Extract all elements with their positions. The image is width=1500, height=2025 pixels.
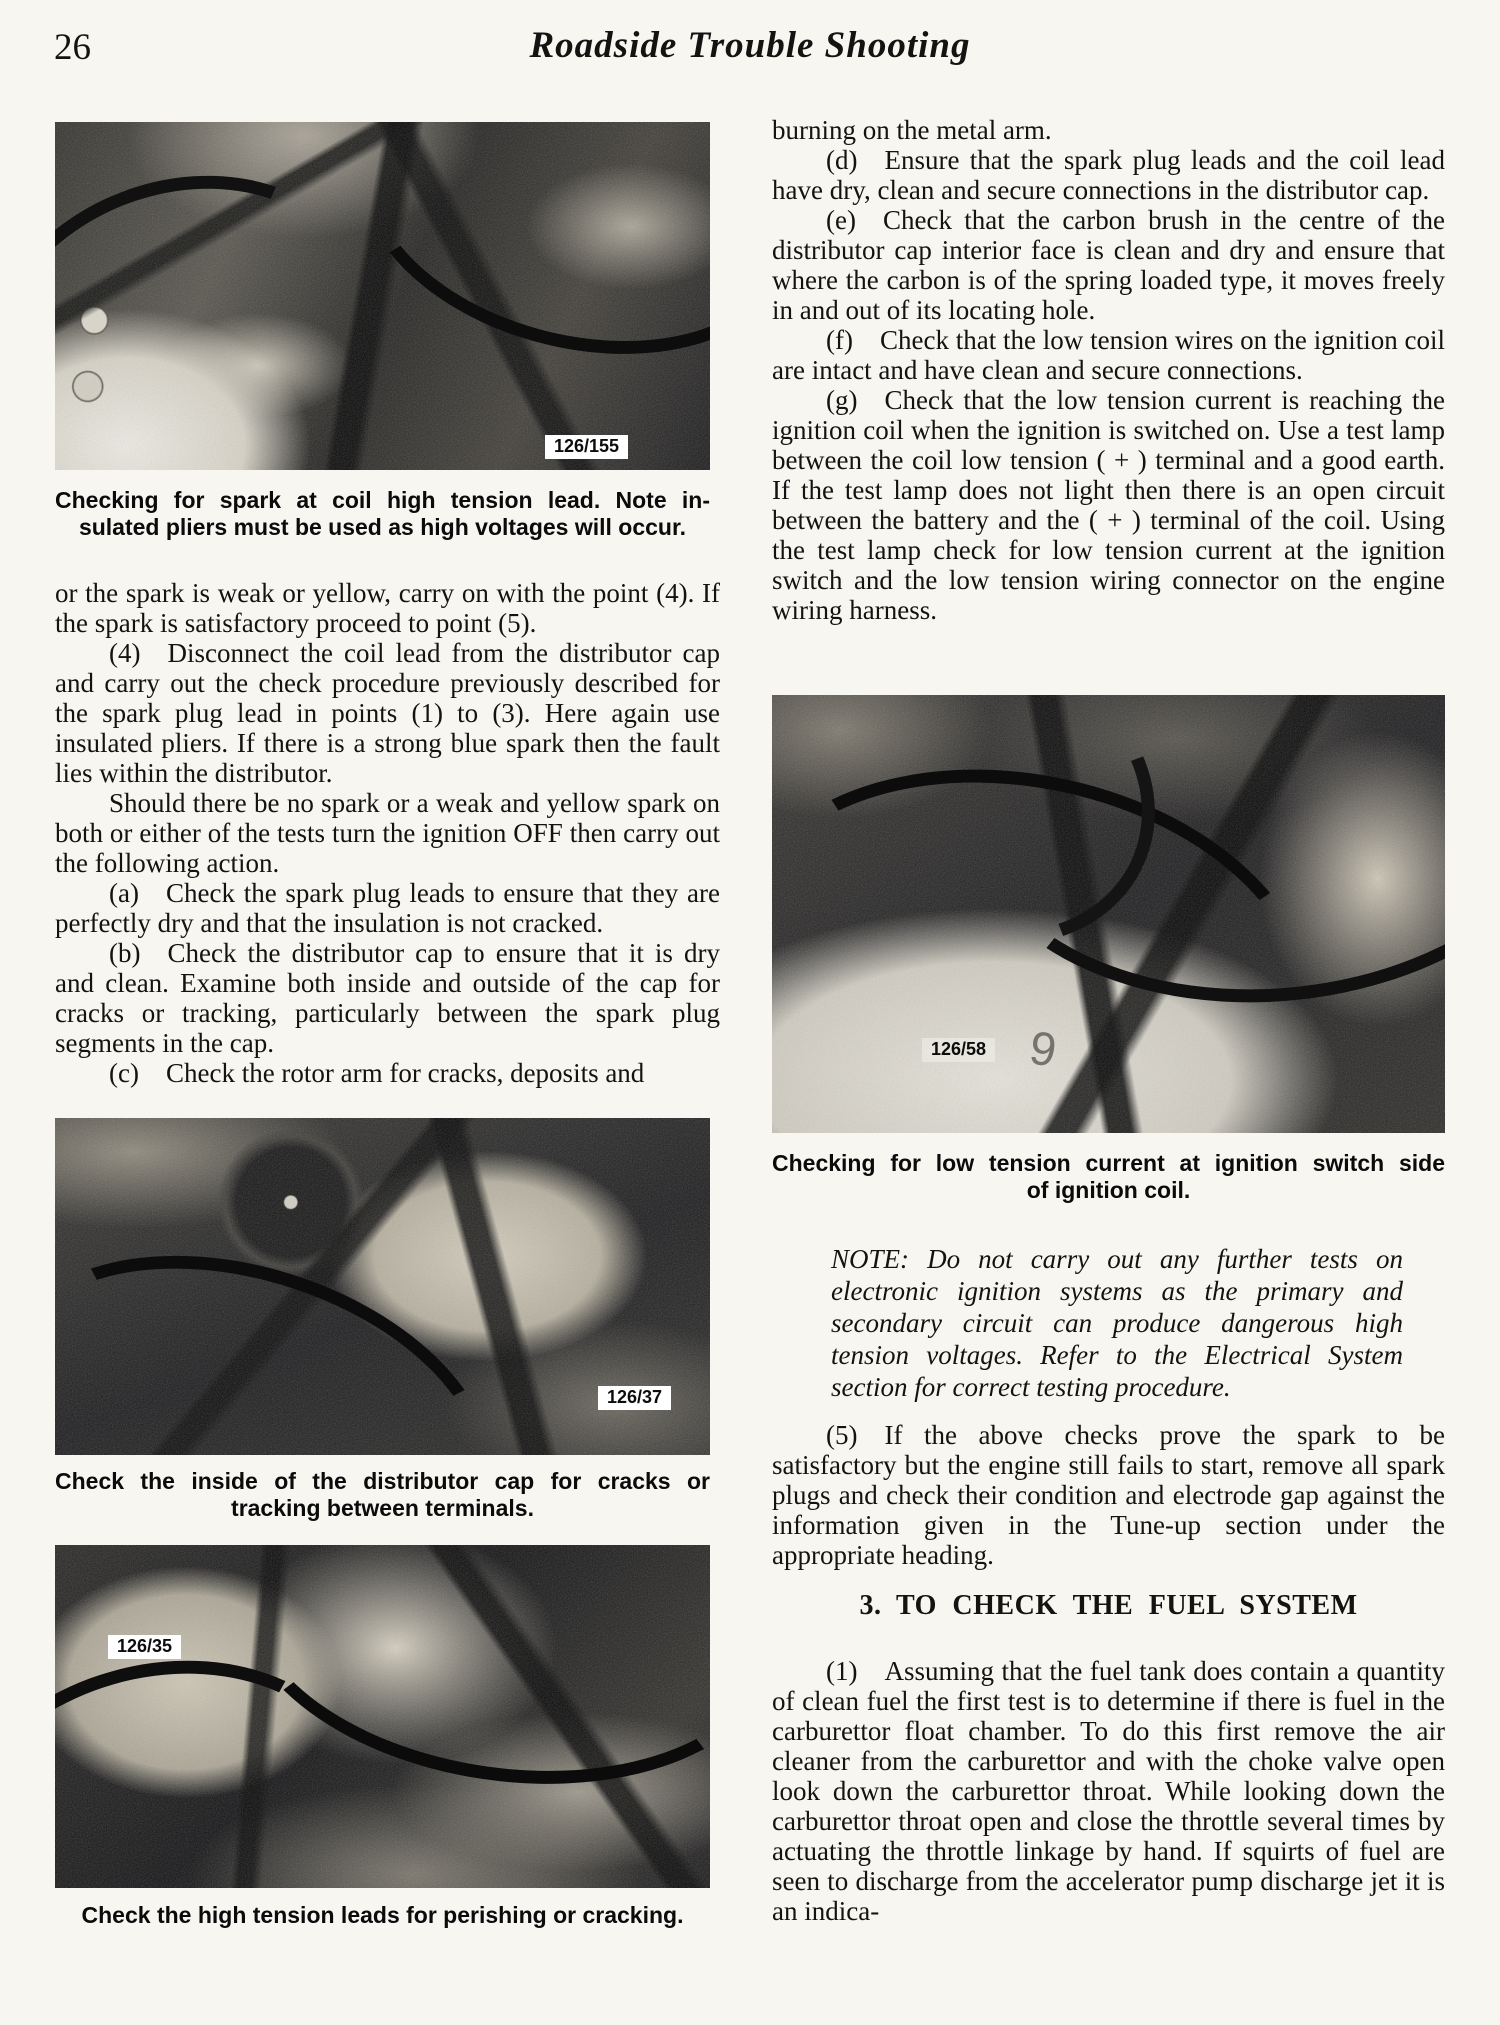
paragraph: (g) Check that the low tension current is reaching the ignition coil when the ignition is switched on. Use a test lamp between the coil low tension ( + ) terminal and a good earth. If the test lamp does not light then there is an open circuit between the battery and the ( + ) terminal of the coil. Using the test lamp check for low tension current at the ignition switch and the low tension wiring connector on the engine wiring harness. <box>772 385 1445 625</box>
photo-ref-label: 126/37 <box>598 1386 671 1410</box>
photo-ref-label: 126/58 <box>922 1038 995 1062</box>
engine-cast-digit: 9 <box>1026 1020 1061 1077</box>
paragraph-5: (5) If the above checks prove the spark to be satisfactory but the engine still fails to start, remove all spark plugs and check their condition and electrode gap against the information given in the Tune-up section under the appropriate heading. <box>772 1420 1445 1570</box>
paragraph: or the spark is weak or yellow, carry on with the point (4). If the spark is satisfactory proceed to point (5). <box>55 578 720 638</box>
paragraph: (4) Disconnect the coil lead from the distributor cap and carry out the check procedure previously described for the spark plug lead in points (1) to (3). Here again use insulated pliers. If there is a strong blue spark then the fault lies within the distributor. <box>55 638 720 788</box>
running-header-title: Roadside Trouble Shooting <box>529 25 971 66</box>
note-electronic-ignition: NOTE: Do not carry out any further tests on electronic ignition systems as the primary and secondary circuit can produce dangerous high tension voltages. Refer to the Electrical System section for correct testing procedure. <box>831 1244 1403 1402</box>
caption-high-tension-leads <box>55 1902 710 1929</box>
paragraph: (b) Check the distributor cap to ensure that it is dry and clean. Examine both inside and outside of the cap for cracks or tracking, particularly between the spark plug segments in the cap. <box>55 938 720 1058</box>
caption-line: Check the high tension leads for perishing or cracking. <box>81 1902 684 1928</box>
photo-low-tension-check <box>772 695 1445 1133</box>
photo-spark-check <box>55 122 710 470</box>
caption-line: tracking between terminals. <box>231 1495 534 1521</box>
right-column-text <box>772 115 1445 625</box>
caption-line: Checking for low tension current at ignition switch side <box>772 1150 1445 1176</box>
photo-ref-label: 126/155 <box>545 435 628 459</box>
photo-distributor-cap <box>55 1118 710 1455</box>
caption-line: Check the inside of the distributor cap for cracks or <box>55 1468 710 1494</box>
paragraph: (e) Check that the carbon brush in the centre of the distributor cap interior face is clean and dry and ensure that where the carbon is of the spring loaded type, it moves freely in and out of its locating hole. <box>772 205 1445 325</box>
photo-high-tension-leads <box>55 1545 710 1888</box>
page-number: 26 <box>54 27 91 68</box>
paragraph-fuel-1: (1) Assuming that the fuel tank does contain a quantity of clean fuel the first test is to determine if there is fuel in the carburettor float chamber. To do this first remove the air cleaner from the carburettor and with the choke valve open look down the carburettor throat. While looking down the carburettor throat open and close the throttle several times by actuating the throttle linkage by hand. If squirts of fuel are seen to discharge from the accelerator pump discharge jet it is an indica- <box>772 1656 1445 1926</box>
paragraph: Should there be no spark or a weak and yellow spark on both or either of the tests turn the ignition OFF then carry out the following action. <box>55 788 720 878</box>
caption-line: sulated pliers must be used as high voltages will occur. <box>78 514 687 540</box>
section-heading-fuel-system: 3. TO CHECK THE FUEL SYSTEM <box>859 1590 1358 1621</box>
caption-low-tension-check <box>772 1150 1445 1204</box>
caption-spark-check <box>55 487 710 541</box>
caption-line: Checking for spark at coil high tension lead. Note in- <box>55 487 710 513</box>
caption-distributor-cap <box>55 1468 710 1522</box>
paragraph: (a) Check the spark plug leads to ensure that they are perfectly dry and that the insulation is not cracked. <box>55 878 720 938</box>
paragraph: (f) Check that the low tension wires on the ignition coil are intact and have clean and secure connections. <box>772 325 1445 385</box>
paragraph: (d) Ensure that the spark plug leads and the coil lead have dry, clean and secure connections in the distributor cap. <box>772 145 1445 205</box>
caption-line: of ignition coil. <box>1026 1177 1191 1203</box>
left-column-text <box>55 578 720 1088</box>
photo-ref-label: 126/35 <box>108 1635 181 1659</box>
paragraph: burning on the metal arm. <box>772 115 1052 145</box>
paragraph: (c) Check the rotor arm for cracks, deposits and <box>109 1058 645 1088</box>
